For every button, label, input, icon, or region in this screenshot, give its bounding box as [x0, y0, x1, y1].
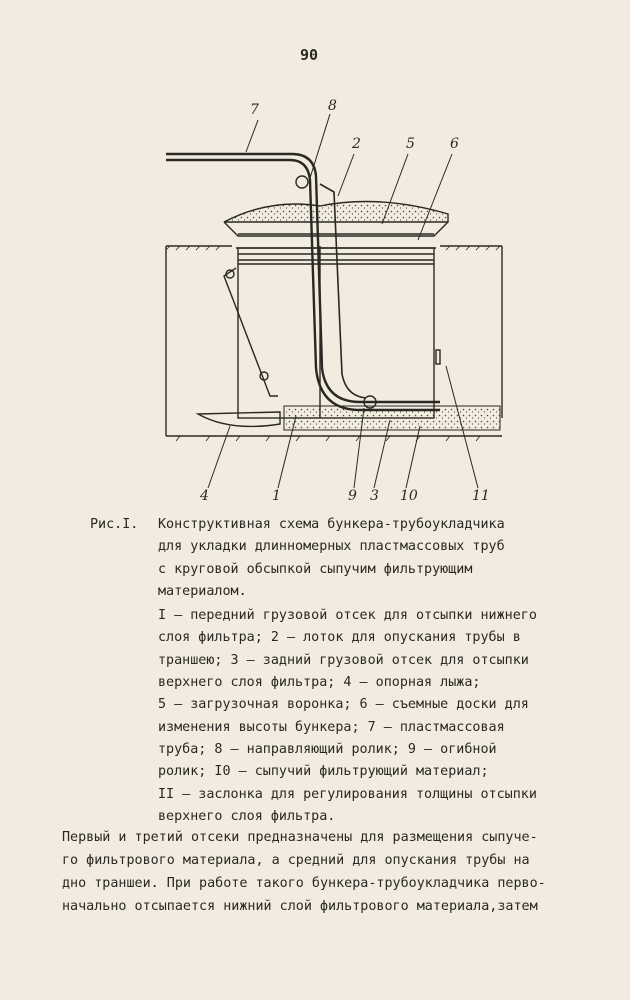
- callout-4: 4: [200, 488, 209, 504]
- guide-roller: [296, 176, 308, 188]
- figure-label: Рис.I.: [90, 517, 139, 532]
- legend-line: 5 – загрузочная воронка; 6 – съемные доски для: [158, 697, 529, 713]
- loading-funnel: [224, 202, 448, 223]
- callout-9: 9: [348, 488, 357, 504]
- callout-5: 5: [406, 136, 415, 152]
- legend-line: II – заслонка для регулирования толщины отсыпки: [158, 786, 537, 802]
- callout-3: 3: [370, 488, 379, 504]
- callout-7: 7: [250, 102, 259, 118]
- pipe-line-lower: [166, 160, 440, 410]
- front-flap: [224, 268, 278, 396]
- figure-caption: [90, 514, 610, 828]
- title-line: с круговой обсыпкой сыпучим фильтрующим: [158, 561, 473, 577]
- legend-line: траншею; 3 – задний грузовой отсек для отсыпки: [158, 652, 529, 668]
- figure-legend: [158, 605, 610, 828]
- page-number: 90: [300, 46, 319, 64]
- body-line: го фильтрового материала, а средний для опускания трубы на: [62, 853, 530, 868]
- callout-8: 8: [328, 98, 337, 114]
- legend-line: изменения высоты бункера; 7 – пластмассовая: [158, 719, 505, 735]
- legend-line: I – передний грузовой отсек для отсыпки нижнего: [158, 608, 537, 624]
- figure-drawing: [150, 96, 520, 510]
- leader-lines: [208, 114, 478, 488]
- callout-11: 11: [472, 488, 490, 504]
- callout-6: 6: [450, 136, 459, 152]
- body-paragraph: [62, 826, 622, 918]
- legend-line: верхнего слоя фильтра; 4 – опорная лыжа;: [158, 675, 481, 691]
- callout-2: 2: [352, 136, 361, 152]
- pipe-line: [166, 154, 440, 402]
- gate: [436, 350, 440, 364]
- body-line: Первый и третий отсеки предназначены для размещения сыпуче-: [62, 830, 538, 845]
- title-line: для укладки длинномерных пластмассовых труб: [158, 539, 505, 555]
- support-ski: [198, 412, 280, 426]
- body-line: дно траншеи. При работе такого бункера-трубоукладчика перво-: [62, 876, 546, 891]
- legend-line: верхнего слоя фильтра.: [158, 808, 336, 824]
- title-line: материалом.: [158, 583, 247, 599]
- bunker-pipelayer-figure: [150, 96, 520, 510]
- body-line: начально отсыпается нижний слой фильтрового материала,затем: [62, 899, 538, 914]
- legend-line: ролик; I0 – сыпучий фильтрующий материал;: [158, 764, 489, 780]
- legend-line: труба; 8 – направляющий ролик; 9 – огибной: [158, 741, 497, 757]
- callout-1: 1: [272, 488, 281, 504]
- title-line: Конструктивная схема бункера-трубоукладчика: [158, 517, 505, 532]
- legend-line: слоя фильтра; 2 – лоток для опускания трубы в: [158, 630, 521, 646]
- callout-10: 10: [400, 488, 418, 504]
- figure-title: [158, 514, 610, 603]
